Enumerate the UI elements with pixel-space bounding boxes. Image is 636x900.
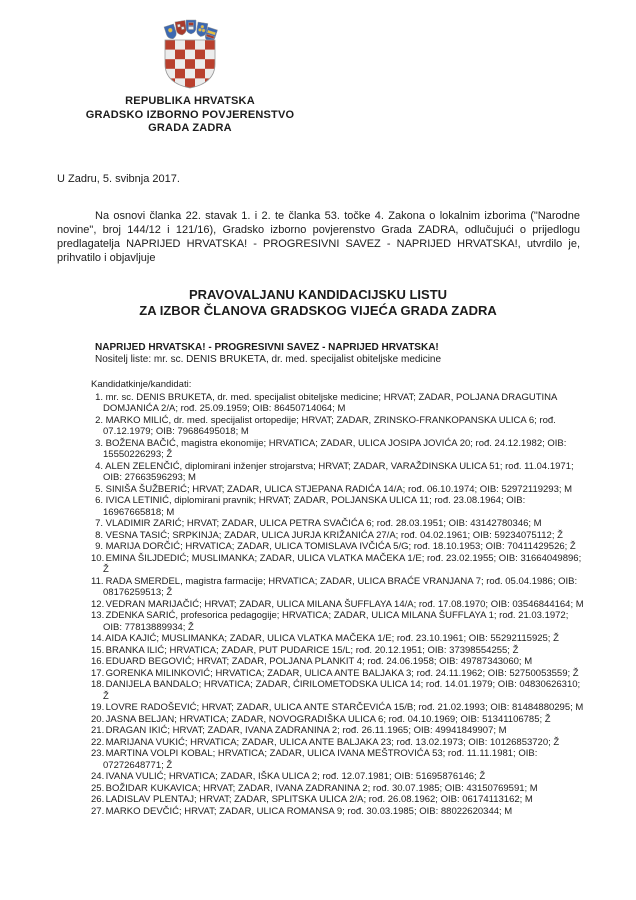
candidate-item bbox=[91, 438, 586, 461]
candidate-number: 21. bbox=[91, 725, 105, 737]
candidate-number: 10. bbox=[91, 552, 105, 564]
candidate-item bbox=[91, 599, 586, 611]
candidate-text: AIDA KAJIĆ; MUSLIMANKA; ZADAR, ULICA VLATKA MAČEKA 1/E; rođ. 23.10.1961; OIB: 55292115925; Ž bbox=[105, 633, 559, 645]
candidate-text: GORENKA MILINKOVIĆ; HRVATICA; ZADAR, ULICA ANTE BALJAKA 3; rođ. 24.11.1962; OIB: 52750053559; Ž bbox=[105, 667, 579, 679]
candidate-text: JASNA BELJAN; HRVATICA; ZADAR, NOVOGRADIŠKA ULICA 6; rođ. 04.10.1969; OIB: 51341106785; Ž bbox=[105, 713, 551, 725]
candidate-number: 18. bbox=[91, 679, 105, 691]
city-name: GRADA ZADRA bbox=[148, 122, 232, 134]
candidate-text: ALEN ZELENČIĆ, diplomirani inženjer strojarstva; HRVAT; ZADAR, VARAŽDINSKA ULICA 51; rođ. 11.04.1971; OIB: 27663596293; M bbox=[103, 460, 574, 484]
list-holder: Nositelj liste: mr. sc. DENIS BRUKETA, dr. med. specijalist obiteljske medicine bbox=[95, 353, 442, 365]
candidate-text: IVANA VULIĆ; HRVATICA; ZADAR, IŠKA ULICA 2; rođ. 12.07.1981; OIB: 51695876146; Ž bbox=[105, 771, 486, 783]
candidate-text: MARIJA DORČIĆ; HRVATICA; ZADAR, ULICA TOMISLAVA IVČIĆA 5/G; rođ. 18.10.1953; OIB: 70411429526; Ž bbox=[105, 541, 576, 553]
candidate-number: 2. bbox=[95, 414, 103, 426]
candidates-label: Kandidatkinje/kandidati: bbox=[91, 379, 192, 391]
candidate-item bbox=[91, 794, 586, 806]
candidate-item bbox=[91, 725, 586, 737]
candidate-item bbox=[91, 415, 586, 438]
candidate-number: 4. bbox=[95, 460, 103, 472]
candidate-number: 12. bbox=[91, 598, 105, 610]
candidate-item bbox=[91, 633, 586, 645]
candidate-text: BRANKA ILIĆ; HRVATICA; ZADAR, PUT PUDARICE 15/L; rođ. 20.12.1951; OIB: 37398554255; Ž bbox=[105, 644, 519, 656]
candidate-text: LOVRE RADOŠEVIĆ; HRVAT; ZADAR, ULICA ANTE STARČEVIĆA 15/B; rođ. 21.02.1993; OIB: 81484880295; M bbox=[105, 702, 584, 714]
candidate-number: 9. bbox=[95, 541, 103, 553]
candidate-text: SINIŠA ŠUŽBERIĆ; HRVAT; ZADAR, ULICA STJEPANA RADIĆA 14/A; rođ. 06.10.1974; OIB: 52972119293; M bbox=[105, 483, 573, 495]
document-title-line2: ZA IZBOR ČLANOVA GRADSKOG VIJEĆA GRADA ZADRA bbox=[139, 302, 497, 318]
candidate-number: 11. bbox=[91, 575, 104, 587]
candidate-number: 1. bbox=[95, 391, 103, 403]
candidate-item bbox=[91, 737, 586, 749]
candidate-number: 14. bbox=[91, 633, 105, 645]
candidate-text: VEDRAN MARIJAČIĆ; HRVAT; ZADAR, ULICA MILANA ŠUFFLAYA 14/A; rođ. 17.08.1970; OIB: 03546844164; M bbox=[105, 598, 584, 610]
candidate-text: MARKO DEVČIĆ; HRVAT; ZADAR, ULICA ROMANSA 9; rođ. 30.03.1985; OIB: 88022620344; M bbox=[105, 805, 513, 817]
issuing-authority bbox=[0, 95, 380, 136]
candidate-text: EDUARD BEGOVIĆ; HRVAT; ZADAR, POLJANA PLANKIT 4; rođ. 24.06.1958; OIB: 49787343060; M bbox=[105, 656, 533, 668]
candidate-text: VLADIMIR ZARIĆ; HRVAT; ZADAR, ULICA PETRA SVAČIĆA 6; rođ. 28.03.1951; OIB: 43142780346; M bbox=[105, 518, 542, 530]
candidate-item bbox=[91, 610, 586, 633]
candidate-item bbox=[91, 518, 586, 530]
candidate-text: RADA SMERDEL, magistra farmacije; HRVATICA; ZADAR, ULICA BRAĆE VRANJANA 7; rođ. 05.04.1986; OIB: 08176259513; Ž bbox=[103, 575, 578, 599]
candidate-number: 17. bbox=[91, 667, 105, 679]
candidate-number: 25. bbox=[91, 782, 105, 794]
candidate-list bbox=[91, 392, 586, 818]
candidate-item bbox=[91, 495, 586, 518]
letterhead bbox=[0, 0, 380, 136]
candidate-number: 3. bbox=[95, 437, 103, 449]
candidate-text: EMINA ŠILJDEDIĆ; MUSLIMANKA; ZADAR, ULICA VLATKA MAČEKA 1/E; rođ. 23.02.1955; OIB: 31664049896; Ž bbox=[103, 552, 582, 576]
candidate-item bbox=[91, 484, 586, 496]
candidate-number: 15. bbox=[91, 644, 105, 656]
candidate-text: MARIJANA VUKIĆ; HRVATICA; ZADAR, ULICA ANTE BALJAKA 23; rođ. 13.02.1973; OIB: 10126853720; Ž bbox=[105, 736, 560, 748]
document-title-line1: PRAVOVALJANU KANDIDACIJSKU LISTU bbox=[188, 286, 448, 302]
list-header bbox=[95, 342, 576, 366]
candidate-text: BOŽENA BAČIĆ, magistra ekonomije; HRVATICA; ZADAR, ULICA JOSIPA JOVIĆA 20; rođ. 24.12.1982; OIB: 15550226293; Ž bbox=[103, 437, 567, 461]
candidate-item bbox=[91, 783, 586, 795]
candidate-text: BOŽIDAR KUKAVICA; HRVAT; ZADAR, IVANA ZADRANINA 2; rođ. 30.07.1985; OIB: 43150769591; M bbox=[105, 782, 538, 794]
candidate-item bbox=[91, 645, 586, 657]
candidate-number: 27. bbox=[91, 805, 105, 817]
commission-name: GRADSKO IZBORNO POVJERENSTVO bbox=[85, 108, 295, 121]
candidate-item bbox=[91, 702, 586, 714]
country-name: REPUBLIKA HRVATSKA bbox=[125, 95, 255, 107]
candidate-item bbox=[91, 461, 586, 484]
candidate-item bbox=[91, 553, 586, 576]
croatian-coat-of-arms-icon bbox=[0, 14, 380, 90]
candidate-item bbox=[91, 748, 586, 771]
candidate-number: 7. bbox=[95, 518, 103, 530]
candidate-text: ZDENKA SARIĆ, profesorica pedagogije; HRVATICA; ZADAR, ULICA MILANA ŠUFFLAYA 1; rođ. 21.03.1972; OIB: 77813889934; Ž bbox=[103, 610, 569, 633]
candidate-list-name: NAPRIJED HRVATSKA! - PROGRESIVNI SAVEZ - NAPRIJED HRVATSKA! bbox=[95, 341, 439, 353]
candidate-number: 16. bbox=[91, 656, 105, 668]
candidate-number: 26. bbox=[91, 794, 105, 806]
candidate-text: LADISLAV PLENTAJ; HRVAT; ZADAR, SPLITSKA ULICA 2/A; rođ. 26.08.1962; OIB: 06174113162; M bbox=[105, 794, 533, 806]
candidate-item bbox=[91, 656, 586, 668]
candidate-item bbox=[91, 679, 586, 702]
candidate-item bbox=[91, 541, 586, 553]
candidate-item bbox=[91, 806, 586, 818]
candidate-number: 5. bbox=[95, 483, 103, 495]
place-and-date: U Zadru, 5. svibnja 2017. bbox=[57, 172, 180, 185]
candidate-number: 23. bbox=[91, 748, 105, 760]
candidate-item bbox=[91, 530, 586, 542]
candidate-text: IVICA LETINIĆ, diplomirani pravnik; HRVAT; ZADAR, POLJANSKA ULICA 11; rođ. 23.08.1964; OIB: 16967665818; M bbox=[103, 495, 526, 518]
candidate-number: 6. bbox=[95, 495, 103, 507]
candidate-number: 19. bbox=[91, 702, 105, 714]
candidate-number: 8. bbox=[95, 529, 103, 541]
candidate-text: MARTINA VOLPI KOBAL; HRVATICA; ZADAR, ULICA IVANA MEŠTROVIĆA 53; rođ. 11.11.1981; OIB: 07272648771; Ž bbox=[103, 748, 538, 771]
candidate-item bbox=[91, 771, 586, 783]
candidate-text: MARKO MILIĆ, dr. med. specijalist ortopedije; HRVAT; ZADAR, ZRINSKO-FRANKOPANSKA ULICA 6; rođ. 07.12.1979; OIB: 79686495018; M bbox=[103, 414, 556, 438]
legal-basis-paragraph: Na osnovi članka 22. stavak 1. i 2. te članka 53. točke 4. Zakona o lokalnim izborima ("Narodne novine", broj 144/12 i 121/16), Gradsko izborno povjerenstvo Grada ZADRA, odlučujući o prijedlogu predlagatelja NAPRIJED HRVATSKA! - PROGRESIVNI SAVEZ - NAPRIJED HRVATSKA!, utvrdilo je, prihvatilo i objavljuje bbox=[57, 209, 580, 265]
document-title bbox=[0, 287, 636, 319]
candidate-number: 22. bbox=[91, 736, 105, 748]
candidate-item bbox=[91, 392, 586, 415]
candidate-item bbox=[91, 714, 586, 726]
candidate-item bbox=[91, 668, 586, 680]
candidate-text: VESNA TASIĆ; SRPKINJA; ZADAR, ULICA JURJA KRIŽANIĆA 27/A; rođ. 04.02.1961; OIB: 59234075112; Ž bbox=[105, 529, 563, 541]
candidate-number: 13. bbox=[91, 610, 105, 622]
candidate-text: DRAGAN IKIĆ; HRVAT; ZADAR, IVANA ZADRANINA 2; rođ. 26.11.1965; OIB: 49941849907; M bbox=[105, 725, 507, 737]
candidate-text: mr. sc. DENIS BRUKETA, dr. med. specijalist obiteljske medicine; HRVAT; ZADAR, POLJANA DRAGUTINA DOMJANIĆA 2/A; rođ. 25.09.1959; OIB: 86450714064; M bbox=[103, 391, 557, 415]
candidate-number: 24. bbox=[91, 771, 105, 783]
candidate-number: 20. bbox=[91, 713, 105, 725]
candidate-item bbox=[91, 576, 586, 599]
candidate-text: DANIJELA BANDALO; HRVATICA; ZADAR, ĆIRILOMETODSKA ULICA 14; rođ. 14.01.1979; OIB: 04830626310; Ž bbox=[103, 679, 581, 702]
